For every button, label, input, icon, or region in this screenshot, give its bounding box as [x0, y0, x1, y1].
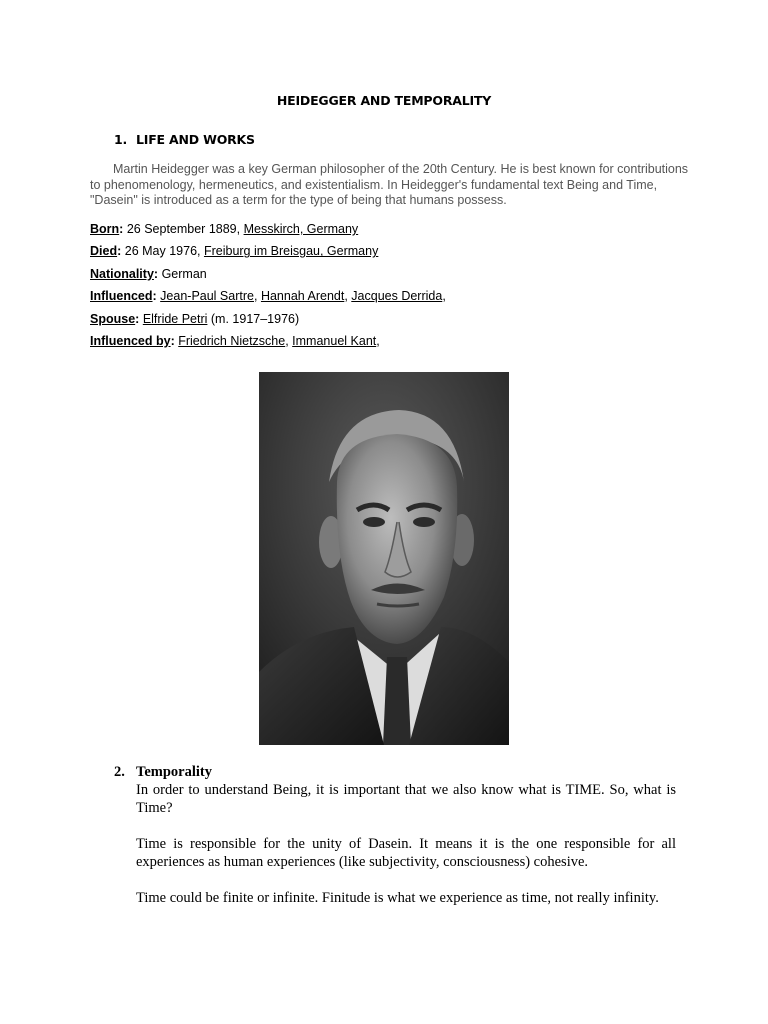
paragraph: Time is responsible for the unity of Dasein. It means it is the one responsible for all experiences as human experiences (like subjectivity, consciousness) cohesive. — [136, 836, 676, 870]
fact-influenced: Influenced: Jean-Paul Sartre, Hannah Arendt, Jacques Derrida, — [90, 289, 446, 304]
biography-facts — [90, 222, 690, 356]
fact-label: Influenced — [90, 289, 153, 304]
died-place-link[interactable]: Freiburg im Breisgau, Germany — [203, 244, 379, 259]
fact-died: Died: 26 May 1976, Freiburg im Breisgau, Germany — [90, 244, 379, 259]
section-heading-temporality — [114, 763, 676, 781]
influenced-link[interactable]: Hannah Arendt — [260, 289, 345, 304]
fact-spouse: Spouse: Elfride Petri (m. 1917–1976) — [90, 311, 300, 326]
spouse-link[interactable]: Elfride Petri — [142, 311, 208, 326]
section-title: LIFE AND WORKS — [136, 132, 255, 147]
fact-value: 26 May 1976, — [124, 244, 204, 259]
paragraph: In order to understand Being, it is important that we also know what is TIME. So, what is Time? — [136, 782, 676, 816]
born-place-link[interactable]: Messkirch, Germany — [243, 222, 359, 236]
section-title: Temporality — [136, 764, 212, 780]
influenced-link[interactable]: Jacques Derrida — [351, 289, 443, 304]
intro-paragraph — [90, 162, 690, 209]
fact-label: Died — [90, 244, 118, 259]
fact-value: (m. 1917–1976) — [207, 311, 300, 326]
section-temporality — [114, 763, 676, 907]
fact-nationality: Nationality: German — [90, 266, 207, 281]
fact-value: 26 September 1889, — [126, 222, 244, 236]
influenced-by-link[interactable]: Friedrich Nietzsche — [178, 333, 286, 348]
section-heading-life-and-works — [114, 132, 255, 147]
fact-value: German — [161, 266, 207, 281]
fact-label: Influenced by — [90, 333, 171, 348]
section-number: 2. — [114, 764, 125, 780]
fact-influenced-by: Influenced by: Friedrich Nietzsche, Immanuel Kant, — [90, 333, 380, 348]
portrait-illustration — [259, 372, 509, 745]
intro-text: Martin Heidegger was a key German philosopher of the 20th Century. He is best known for contributions to phenomenology, hermeneutics, and existentialism. In Heidegger's fundamental text Being and Time, "Dasein" is introduced as a term for the type of being that humans possess. — [90, 162, 689, 207]
section-number: 1. — [114, 132, 128, 147]
paragraph: Time could be finite or infinite. Finitude is what we experience as time, not really infinity. — [136, 890, 659, 906]
influenced-by-link[interactable]: Immanuel Kant — [292, 333, 377, 348]
fact-label: Nationality — [90, 266, 154, 281]
document-title: HEIDEGGER AND TEMPORALITY — [276, 93, 492, 108]
fact-label: Born — [90, 222, 120, 236]
portrait-photo — [259, 372, 509, 745]
influenced-link[interactable]: Jean-Paul Sartre — [160, 289, 254, 304]
fact-born: Born: 26 September 1889, Messkirch, Germany — [90, 222, 359, 236]
fact-label: Spouse — [90, 311, 136, 326]
